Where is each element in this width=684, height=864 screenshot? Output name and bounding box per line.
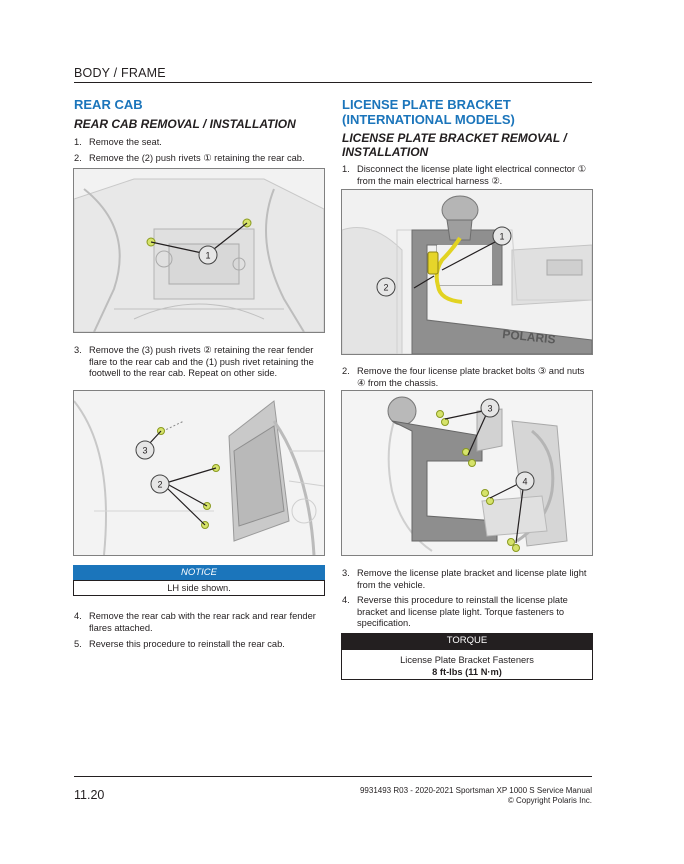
- subtitle-line-1: LICENSE PLATE BRACKET REMOVAL /: [342, 131, 567, 145]
- step-number: 4.: [342, 595, 350, 605]
- subtitle-line-2: INSTALLATION: [342, 145, 429, 159]
- polaris-logo: POLARIS: [501, 327, 557, 347]
- step-text: Reverse this procedure to reinstall the license plate bracket and license plate light. Torque fasteners to specification.: [357, 595, 568, 628]
- step-number: 5.: [74, 639, 82, 649]
- page-number: 11.20: [74, 788, 105, 802]
- step-left-1: [74, 137, 329, 149]
- step-text: Remove the seat.: [89, 137, 162, 147]
- torque-header: TORQUE: [341, 633, 593, 649]
- footer-copyright: © Copyright Polaris Inc.: [507, 796, 592, 805]
- step-number: 3.: [342, 568, 350, 578]
- callout-label: 4: [522, 476, 528, 487]
- step-number: 2.: [74, 153, 82, 163]
- step-text: Disconnect the license plate light electrical connector ① from the main electrical harness ②.: [357, 164, 586, 186]
- torque-body: [341, 649, 593, 680]
- torque-label: License Plate Bracket Fasteners: [400, 655, 534, 665]
- step-right-3: [342, 568, 594, 592]
- license-bracket-subtitle: [342, 131, 567, 159]
- step-number: 2.: [342, 366, 350, 376]
- step-number: 4.: [74, 611, 82, 621]
- notice-header: NOTICE: [73, 565, 325, 580]
- step-right-4: [342, 595, 594, 631]
- callout-label: 1: [499, 231, 505, 242]
- figure-fender-flare-rivets: [73, 390, 325, 556]
- footer-rule: [74, 776, 592, 777]
- header-rule: [74, 82, 592, 83]
- step-left-5: [74, 639, 329, 651]
- fender-flare-illustration: [74, 391, 324, 555]
- connector: [428, 252, 438, 274]
- callout-label: 2: [383, 282, 389, 293]
- step-text: Remove the rear cab with the rear rack and rear fender flares attached.: [89, 611, 316, 633]
- step-left-3: [74, 345, 329, 391]
- step-number: 3.: [74, 345, 82, 355]
- step-text: Reverse this procedure to reinstall the rear cab.: [89, 639, 285, 649]
- step-left-4: [74, 611, 329, 635]
- figure-rear-cab-rivets: [73, 168, 325, 333]
- license-connector-illustration: [342, 190, 592, 354]
- figure-license-connector: [341, 189, 593, 355]
- rear-cab-title: REAR CAB: [74, 97, 143, 112]
- step-text: Remove the (2) push rivets ① retaining the rear cab.: [89, 153, 305, 163]
- footer-doc-info: [360, 786, 592, 806]
- callout-label: 2: [157, 479, 163, 490]
- step-text: Remove the (3) push rivets ② retaining the rear fender flare to the rear cab and the (1) push rivet retaining the footwell to the rear cab. Repeat on other side.: [89, 345, 314, 378]
- license-bracket-title: [342, 97, 515, 127]
- callout-label: 3: [487, 403, 493, 414]
- step-text: Remove the four license plate bracket bolts ③ and nuts ④ from the chassis.: [357, 366, 585, 388]
- step-number: 1.: [342, 164, 350, 174]
- torque-value: 8 ft-lbs (11 N·m): [432, 667, 502, 677]
- callout-label: 3: [142, 445, 148, 456]
- title-line-2: (INTERNATIONAL MODELS): [342, 112, 515, 127]
- step-right-1: [342, 164, 594, 188]
- rear-cab-subtitle: REAR CAB REMOVAL / INSTALLATION: [74, 117, 296, 131]
- bracket-fasteners-illustration: [342, 391, 592, 555]
- footer-doc-title: 9931493 R03 - 2020-2021 Sportsman XP 1000 S Service Manual: [359, 786, 592, 795]
- section-header: BODY / FRAME: [74, 66, 166, 80]
- notice-body: LH side shown.: [73, 580, 325, 596]
- figure-bracket-fasteners: [341, 390, 593, 556]
- step-left-2: [74, 153, 329, 165]
- rear-cab-illustration: [74, 169, 324, 332]
- step-text: Remove the license plate bracket and license plate light from the vehicle.: [357, 568, 587, 590]
- callout-label: 1: [205, 250, 211, 261]
- step-number: 1.: [74, 137, 82, 147]
- step-right-2: [342, 366, 594, 390]
- title-line-1: LICENSE PLATE BRACKET: [342, 97, 511, 112]
